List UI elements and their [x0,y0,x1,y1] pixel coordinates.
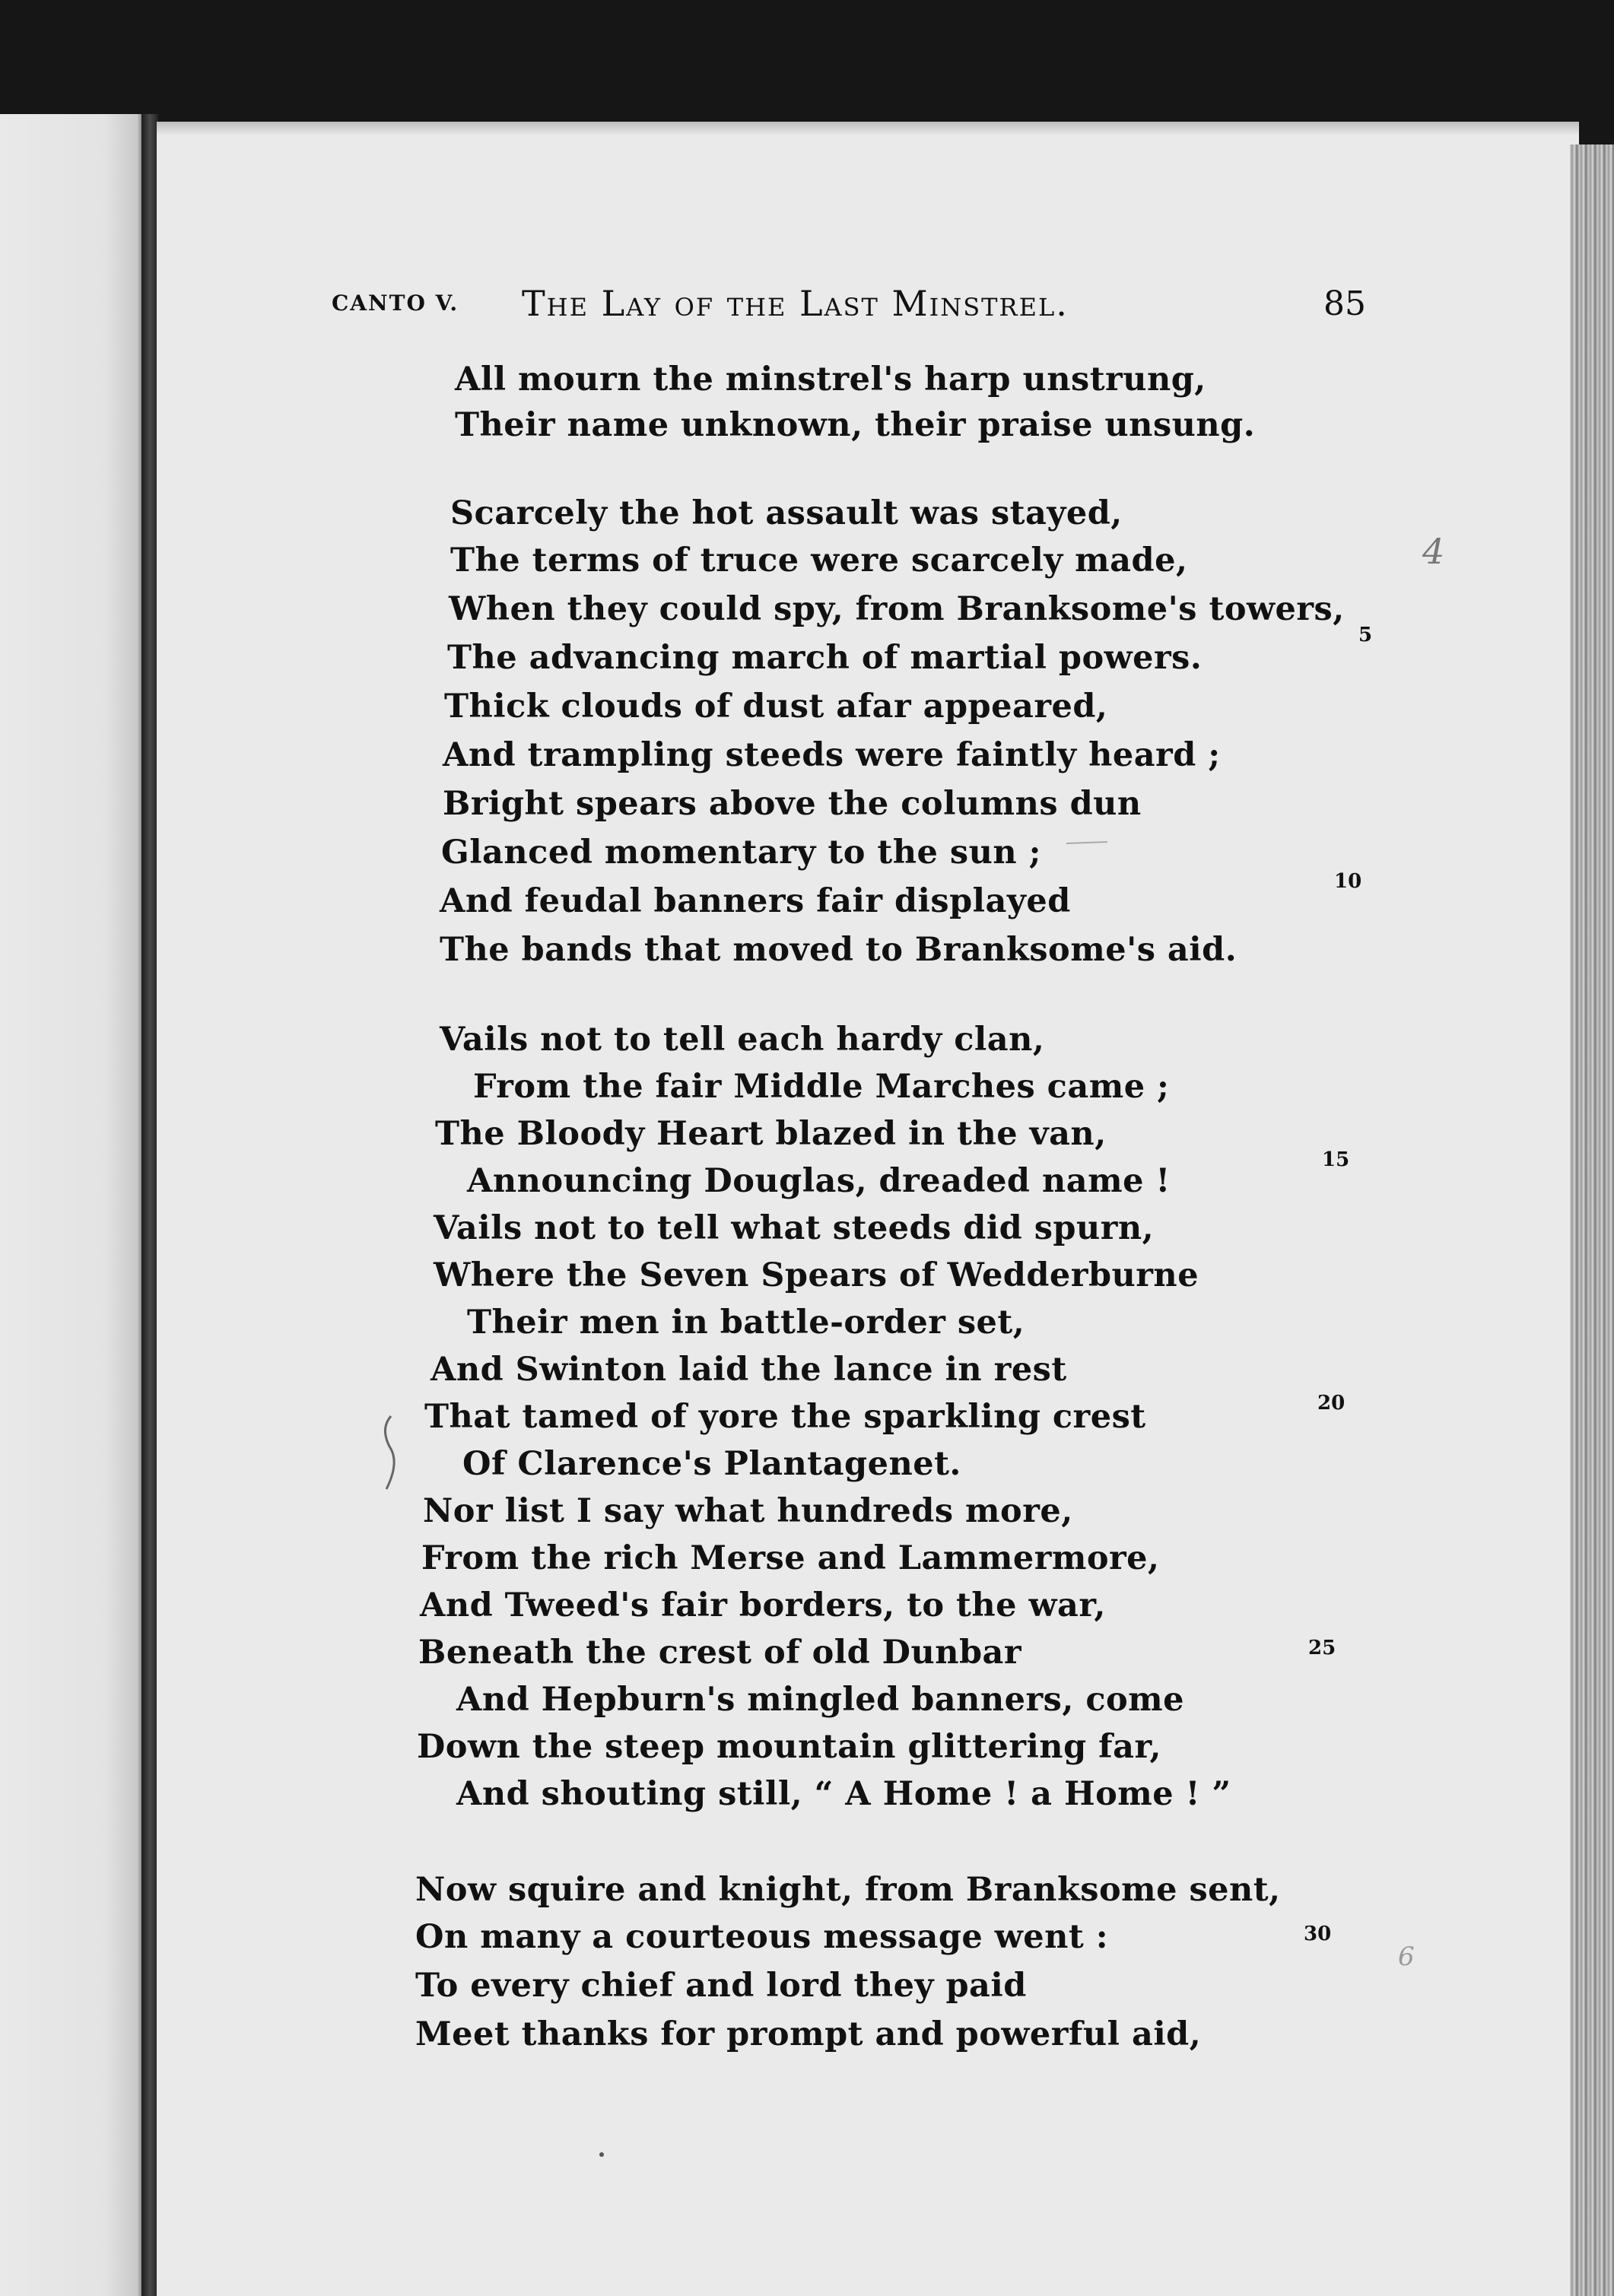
verse-line: Their name unknown, their praise unsung. [455,406,1256,444]
page-number: 85 [1323,284,1366,323]
verse-line: And Swinton laid the lance in rest [431,1351,1067,1389]
line-number: 5 [1358,624,1373,646]
verse-line: When they could spy, from Branksome's towers, [449,590,1345,628]
verse-line: And Tweed's fair borders, to the war, [420,1586,1106,1624]
verse-line: The Bloody Heart blazed in the van, [435,1115,1107,1153]
line-number: 20 [1317,1392,1346,1415]
line-number: 15 [1322,1148,1350,1171]
verse-line: Announcing Douglas, dreaded name ! [467,1162,1171,1200]
verse-line: Scarcely the hot assault was stayed, [450,494,1123,532]
verse-line: On many a courteous message went : [415,1918,1109,1956]
pencil-bracket [376,1413,406,1497]
pencil-mark: 4 [1422,531,1445,572]
verse-line: Of Clarence's Plantagenet. [462,1445,961,1483]
verse-line: Vails not to tell each hardy clan, [440,1021,1045,1059]
verse-line: Meet thanks for prompt and powerful aid, [415,2015,1202,2053]
verse-line: From the rich Merse and Lammermore, [421,1539,1160,1577]
verse-line: The advancing march of martial powers. [447,639,1203,677]
verse-line: Their men in battle-order set, [467,1304,1025,1342]
line-number: 10 [1334,870,1362,893]
line-number: 30 [1304,1923,1332,1945]
verse-line: The terms of truce were scarcely made, [450,541,1188,580]
verse-line: The bands that moved to Branksome's aid. [440,931,1238,969]
pencil-mark: 6 [1398,1942,1415,1972]
verse-line: And Hepburn's mingled banners, come [456,1681,1185,1719]
verse-line: Where the Seven Spears of Wedderburne [434,1256,1199,1294]
line-number: 25 [1308,1637,1336,1659]
verse-line: And feudal banners fair displayed [440,882,1071,920]
verse-line: Bright spears above the columns dun [443,785,1142,823]
verse-line: And shouting still, “ A Home ! a Home ! ” [456,1775,1231,1813]
verse-line: Beneath the crest of old Dunbar [418,1634,1022,1672]
verse-line: Vails not to tell what steeds did spurn, [434,1209,1155,1247]
canto-label: CANTO V. [332,291,459,316]
verse-line: Nor list I say what hundreds more, [423,1492,1073,1530]
verse-line: To every chief and lord they paid [415,1967,1027,2005]
verse-line: Now squire and knight, from Branksome sent, [415,1871,1281,1909]
verse-line: From the fair Middle Marches came ; [473,1068,1170,1106]
verse-line: Glanced momentary to the sun ; [441,834,1041,872]
running-title: The Lay of the Last Minstrel. [522,283,1069,324]
verse-line: All mourn the minstrel's harp unstrung, [455,360,1206,399]
stray-mark [1065,840,1110,847]
verse-line: That tamed of yore the sparkling crest [424,1398,1146,1436]
verse-line: Down the steep mountain glittering far, [417,1728,1161,1766]
verse-line: Thick clouds of dust afar appeared, [444,688,1108,726]
stray-dot [598,2149,605,2160]
verse-line: And trampling steeds were faintly heard ; [443,736,1221,774]
